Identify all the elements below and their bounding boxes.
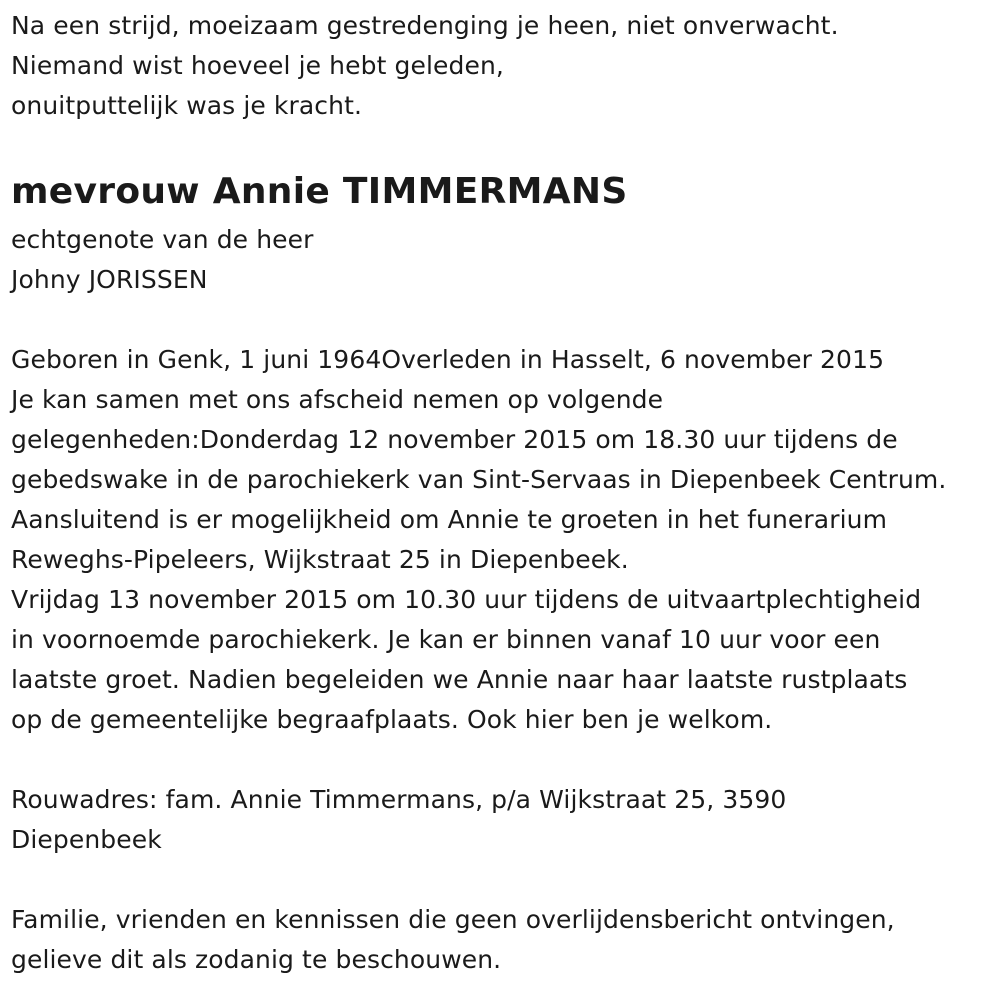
closing-block bbox=[11, 900, 996, 980]
address-block bbox=[11, 780, 996, 860]
details-line: gelegenheden:Donderdag 12 november 2015 om 18.30 uur tijdens de bbox=[11, 425, 898, 454]
details-line: op de gemeentelijke begraafplaats. Ook hier ben je welkom. bbox=[11, 705, 773, 734]
details-line: gebedswake in de parochiekerk van Sint-Servaas in Diepenbeek Centrum. bbox=[11, 465, 947, 494]
details-line: Geboren in Genk, 1 juni 1964Overleden in Hasselt, 6 november 2015 bbox=[11, 345, 885, 374]
spacer bbox=[11, 300, 996, 340]
poem-block bbox=[11, 6, 996, 126]
relation-block bbox=[11, 220, 996, 300]
closing-line: Familie, vrienden en kennissen die geen overlijdensbericht ontvingen, bbox=[11, 905, 895, 934]
details-line: Reweghs-Pipeleers, Wijkstraat 25 in Diepenbeek. bbox=[11, 545, 629, 574]
spacer bbox=[11, 740, 996, 780]
poem-line: Niemand wist hoeveel je hebt geleden, bbox=[11, 51, 504, 80]
poem-line: Na een strijd, moeizaam gestredenging je heen, niet onverwacht. bbox=[11, 11, 839, 40]
details-block bbox=[11, 340, 996, 740]
obituary-notice bbox=[11, 6, 996, 980]
details-line: Je kan samen met ons afscheid nemen op volgende bbox=[11, 385, 664, 414]
details-line: laatste groet. Nadien begeleiden we Annie naar haar laatste rustplaats bbox=[11, 665, 908, 694]
details-line: Aansluitend is er mogelijkheid om Annie te groeten in het funerarium bbox=[11, 505, 888, 534]
spacer bbox=[11, 860, 996, 900]
address-line: Rouwadres: fam. Annie Timmermans, p/a Wijkstraat 25, 3590 bbox=[11, 785, 787, 814]
relation-line: echtgenote van de heer bbox=[11, 225, 314, 254]
relation-line: Johny JORISSEN bbox=[11, 265, 208, 294]
deceased-name: mevrouw Annie TIMMERMANS bbox=[11, 171, 628, 212]
address-line: Diepenbeek bbox=[11, 825, 162, 854]
details-line: Vrijdag 13 november 2015 om 10.30 uur tijdens de uitvaartplechtigheid bbox=[11, 585, 922, 614]
poem-line: onuitputtelijk was je kracht. bbox=[11, 91, 363, 120]
closing-line: gelieve dit als zodanig te beschouwen. bbox=[11, 945, 502, 974]
details-line: in voornoemde parochiekerk. Je kan er binnen vanaf 10 uur voor een bbox=[11, 625, 881, 654]
